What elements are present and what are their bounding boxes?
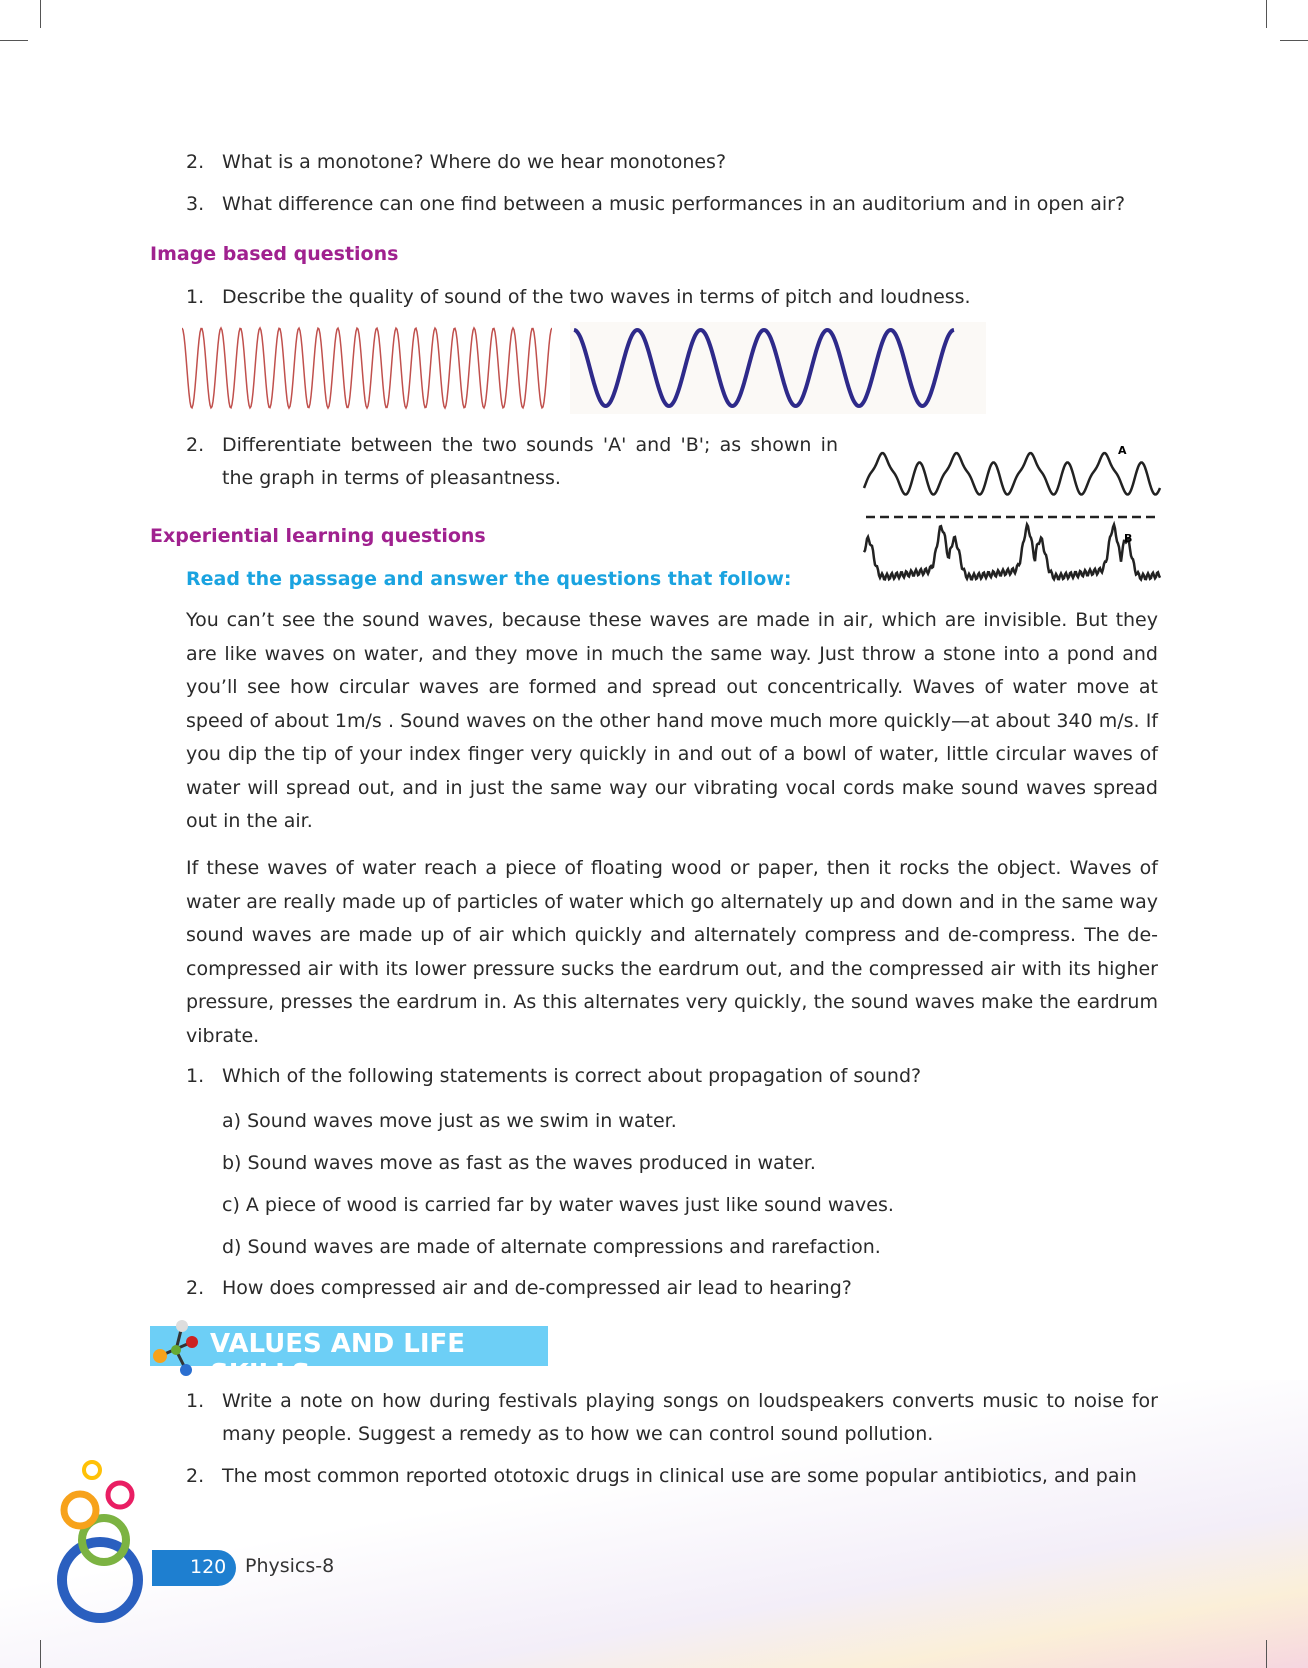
question (186, 188, 1158, 221)
passage-paragraph: If these waves of water reach a piece of floating wood or paper, then it rocks the object. Waves of water are really made up of particles of water which go alternately up and down and in the same way sound waves are made up of air which quickly and alternately compress and de-compress. The de-compressed air with its lower pressure sucks the eardrum out, and the compressed air with its higher pressure, presses the eardrum in. As this alternates very quickly, the sound waves make the eardrum vibrate. (186, 857, 1158, 1047)
question-number: 2. (186, 1465, 205, 1487)
question-text: How does compressed air and de-compressed air lead to hearing? (222, 1277, 852, 1299)
wave-b-path (864, 525, 1160, 580)
section-heading: Image based questions (150, 243, 399, 265)
low-frequency-wave-image (570, 322, 986, 414)
question (186, 146, 1158, 179)
question-number: 1. (186, 286, 205, 308)
question (186, 1272, 1158, 1305)
high-frequency-wave-image (182, 322, 552, 414)
question-text: The most common reported ototoxic drugs in clinical use are some popular antibiotics, and pain (222, 1465, 1137, 1487)
option-c: c) A piece of wood is carried far by water waves just like sound waves. (222, 1194, 894, 1216)
option-a: a) Sound waves move just as we swim in water. (222, 1110, 677, 1132)
sub-heading: Read the passage and answer the questions that follow: (186, 568, 792, 590)
question-text: What is a monotone? Where do we hear monotones? (222, 151, 727, 173)
section-heading: Experiential learning questions (150, 525, 486, 547)
crop-mark (1280, 40, 1308, 41)
crop-mark (0, 40, 28, 41)
crop-mark (1266, 0, 1267, 28)
page-number: 120 (190, 1556, 227, 1578)
crop-mark (40, 1640, 41, 1668)
question-text: Write a note on how during festivals playing songs on loudspeakers converts music to noise for many people. Suggest a remedy as to how we can control sound pollution. (222, 1390, 1158, 1445)
crop-mark (40, 0, 41, 28)
page-number-badge (152, 1550, 236, 1586)
question-text: What difference can one find between a music performances in an auditorium and in open air? (222, 193, 1126, 215)
question (186, 429, 838, 495)
banner-title: VALUES AND LIFE SKILLS (210, 1329, 466, 1389)
sound-ab-graph (862, 440, 1162, 590)
label-a: A (1118, 444, 1127, 457)
question-number: 2. (186, 434, 205, 456)
option-b: b) Sound waves move as fast as the waves produced in water. (222, 1152, 816, 1174)
decorative-circles (40, 1440, 160, 1630)
passage-paragraph: You can’t see the sound waves, because these waves are made in air, which are invisible. But they are like waves on water, and they move in much the same way. Just throw a stone into a pond and you’ll see how circular waves are formed and spread out concentrically. Waves of water move at speed of about 1m/s . Sound waves on the other hand move much more quickly—at about 340 m/s. If you dip the tip of your index finger very quickly in and out of a bowl of water, little circular waves of water will spread out, and in just the same way our vibrating vocal cords make sound waves spread out in the air. (186, 609, 1158, 832)
crop-mark (1266, 1640, 1267, 1668)
question-number: 3. (186, 193, 205, 215)
question-text: Which of the following statements is correct about propagation of sound? (222, 1065, 922, 1087)
option-d: d) Sound waves are made of alternate compressions and rarefaction. (222, 1236, 881, 1258)
question-number: 1. (186, 1065, 205, 1087)
question-number: 1. (186, 1390, 205, 1412)
wave-path (182, 328, 552, 408)
molecule-icon (146, 1320, 210, 1376)
question (186, 1460, 1158, 1493)
question-number: 2. (186, 1277, 205, 1299)
book-title: Physics-8 (245, 1555, 335, 1577)
question (186, 1385, 1158, 1451)
question-number: 2. (186, 151, 205, 173)
question (186, 1060, 1158, 1093)
label-b: B (1124, 532, 1133, 545)
question-text: Describe the quality of sound of the two waves in terms of pitch and loudness. (222, 286, 971, 308)
question (186, 281, 1158, 314)
wave-a-path (864, 453, 1160, 494)
question-text: Differentiate between the two sounds 'A' and 'B'; as shown in the graph in terms of pleasantness. (222, 434, 838, 489)
